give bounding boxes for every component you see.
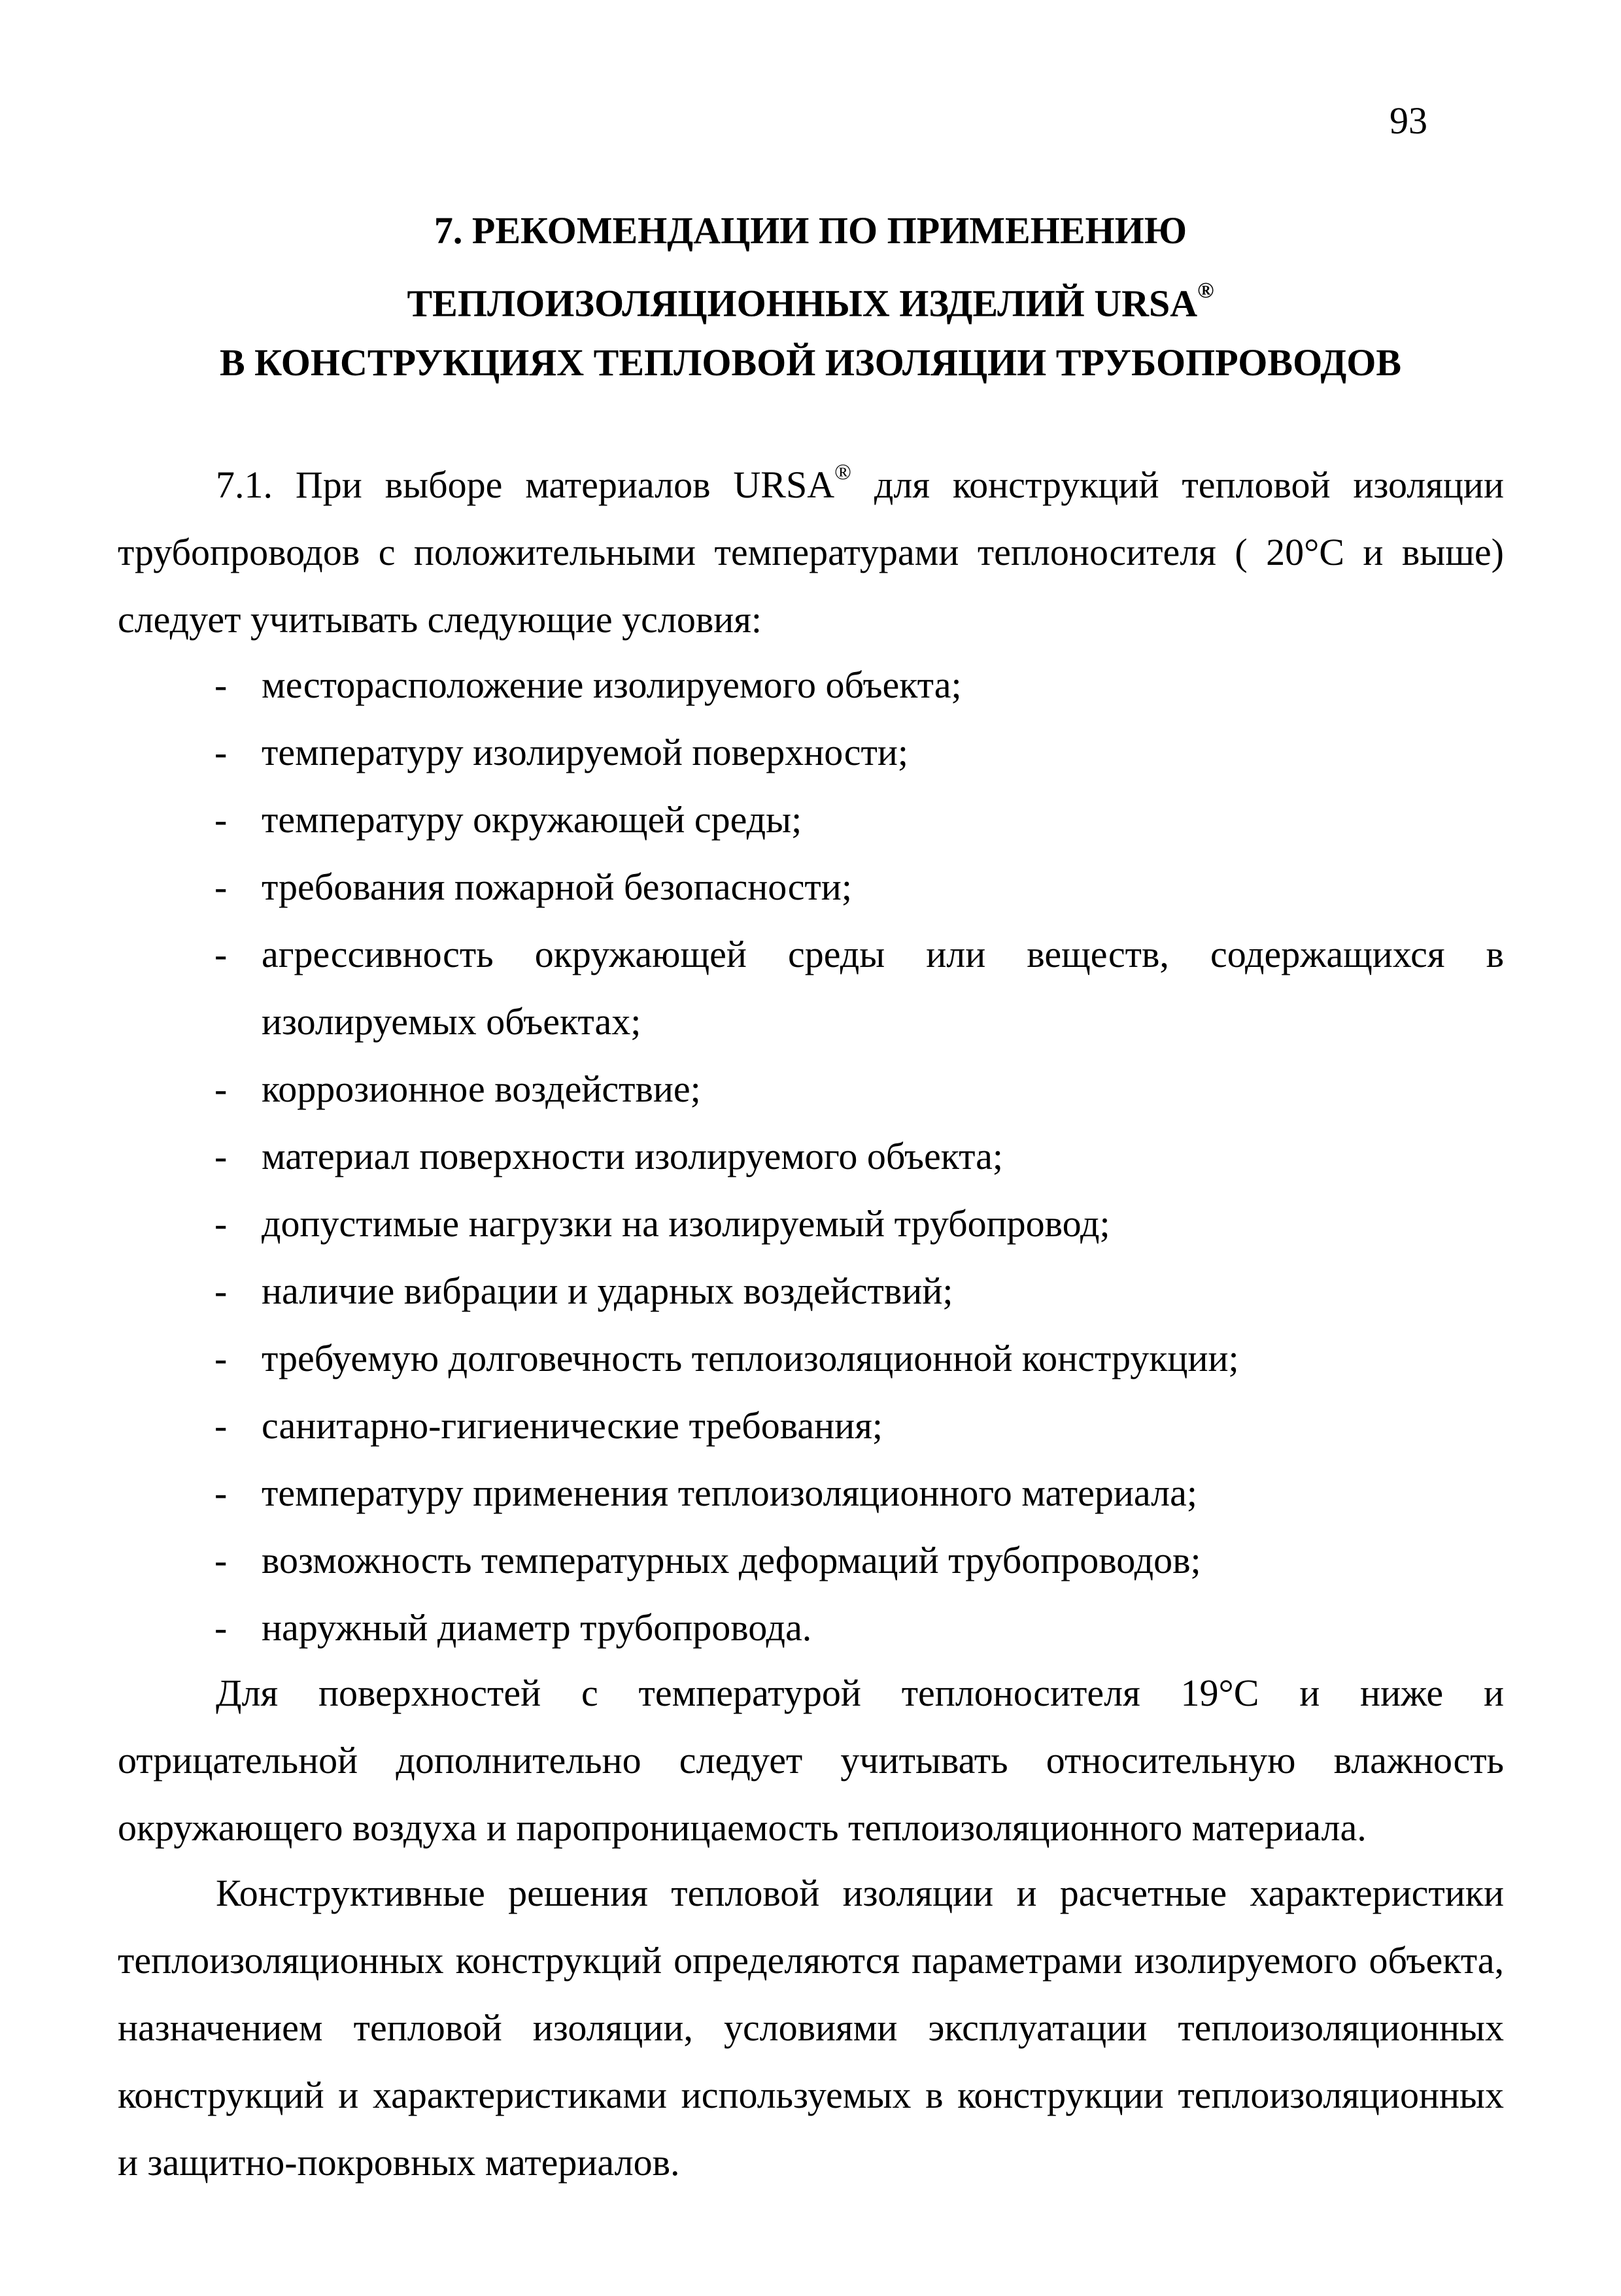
paragraph-low-temperature: Для поверхностей с температурой теплоносителя 19°С и ниже и отрицательной дополнительно следует учитывать относительную влажность окружающего воздуха и паропроницаемость теплоизоляционного материала. xyxy=(118,1672,1504,1849)
list-item-text: температуру изолируемой поверхности; xyxy=(262,731,908,773)
list-item xyxy=(118,920,1504,1055)
registered-mark: ® xyxy=(1197,279,1214,303)
registered-mark: ® xyxy=(834,460,851,484)
list-item-text: требования пожарной безопасности; xyxy=(262,866,852,908)
list-dash: - xyxy=(214,1606,228,1649)
conditions-list xyxy=(118,651,1504,1661)
list-item-text: возможность температурных деформаций трубопроводов; xyxy=(262,1539,1201,1581)
chapter-title-line-1: 7. РЕКОМЕНДАЦИИ ПО ПРИМЕНЕНИЮ xyxy=(434,209,1187,252)
list-dash: - xyxy=(214,1472,228,1514)
list-item-text: месторасположение изолируемого объекта; xyxy=(262,664,962,706)
list-item-text: наличие вибрации и ударных воздействий; xyxy=(262,1270,953,1312)
list-item-text: допустимые нагрузки на изолируемый трубопровод; xyxy=(262,1202,1110,1245)
list-item xyxy=(118,1190,1504,1257)
page-number: 93 xyxy=(1390,99,1427,142)
list-item-text: температуру применения теплоизоляционного материала; xyxy=(262,1472,1197,1514)
list-item xyxy=(118,1123,1504,1190)
list-item xyxy=(118,718,1504,786)
list-item xyxy=(118,853,1504,920)
list-item xyxy=(118,1055,1504,1123)
list-item-text: коррозионное воздействие; xyxy=(262,1068,701,1110)
list-item-text: температуру окружающей среды; xyxy=(262,798,802,841)
list-item xyxy=(118,786,1504,853)
paragraph-7-1-end: для конструкций тепловой изоляции трубопроводов с положительными температурами теплоносителя ( 20°С и выше) следует учитывать следующие условия: xyxy=(118,464,1504,641)
list-dash: - xyxy=(214,1068,228,1110)
list-dash: - xyxy=(214,1270,228,1312)
list-item xyxy=(118,1527,1504,1594)
list-dash: - xyxy=(214,731,228,773)
list-item-text: санитарно-гигиенические требования; xyxy=(262,1404,883,1447)
list-item xyxy=(118,1325,1504,1392)
list-dash: - xyxy=(214,1539,228,1581)
list-item xyxy=(118,651,1504,718)
list-item-text: материал поверхности изолируемого объекта; xyxy=(262,1135,1004,1177)
list-dash: - xyxy=(214,1337,228,1379)
chapter-title-line-2-text: ТЕПЛОИЗОЛЯЦИОННЫХ ИЗДЕЛИЙ URSA xyxy=(407,282,1198,325)
list-item xyxy=(118,1459,1504,1527)
list-dash: - xyxy=(214,798,228,841)
chapter-title-line-3: В КОНСТРУКЦИЯХ ТЕПЛОВОЙ ИЗОЛЯЦИИ ТРУБОПРОВОДОВ xyxy=(219,341,1402,384)
list-item xyxy=(118,1392,1504,1459)
paragraph-7-1 xyxy=(118,451,1504,653)
list-dash: - xyxy=(214,1202,228,1245)
list-dash: - xyxy=(214,664,228,706)
paragraph-design-solutions: Конструктивные решения тепловой изоляции и расчетные характеристики теплоизоляционных конструкций определяются параметрами изолируемого объекта, назначением тепловой изоляции, условиями эксплуатации теплоизоляционных конструкций и характеристиками используемых в конструкции теплоизоляционных и защитно-покровных материалов. xyxy=(118,1872,1504,2184)
list-dash: - xyxy=(214,866,228,908)
list-item xyxy=(118,1257,1504,1325)
list-dash: - xyxy=(214,933,228,975)
list-dash: - xyxy=(214,1404,228,1447)
list-item-text: агрессивность окружающей среды или веществ, содержащихся в изолируемых объектах; xyxy=(262,933,1504,1043)
list-item xyxy=(118,1594,1504,1661)
paragraph-7-1-start: 7.1. При выборе материалов URSA xyxy=(216,464,835,506)
list-item-text: требуемую долговечность теплоизоляционной конструкции; xyxy=(262,1337,1239,1379)
list-item-text: наружный диаметр трубопровода. xyxy=(262,1606,812,1649)
list-dash: - xyxy=(214,1135,228,1177)
chapter-title-line-2 xyxy=(0,273,1621,326)
